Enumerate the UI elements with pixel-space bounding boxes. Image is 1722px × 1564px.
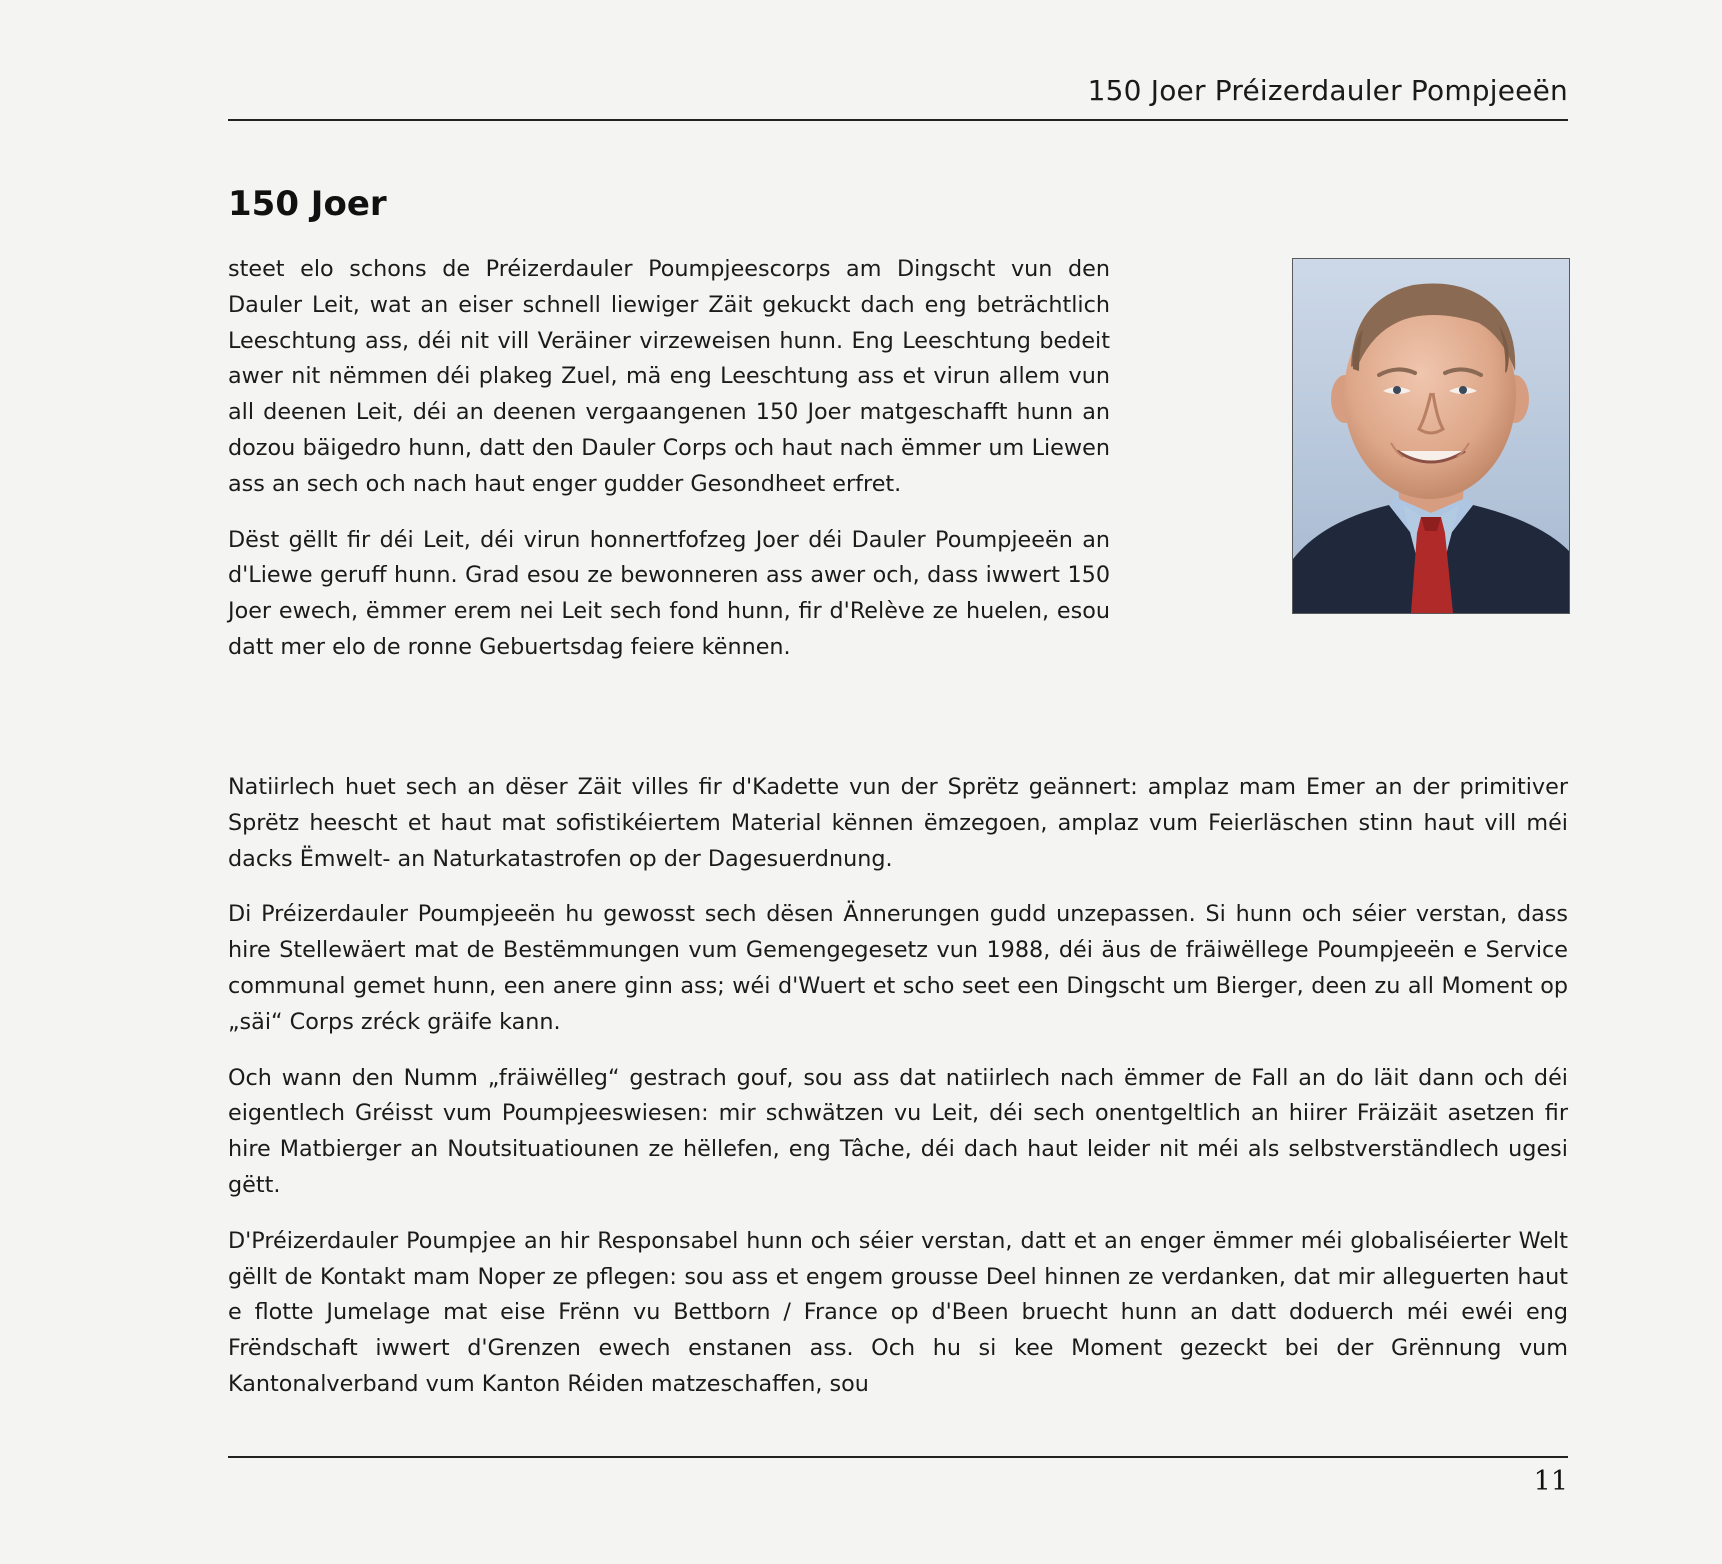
portrait-illustration xyxy=(1293,259,1569,613)
article-heading: 150 Joer xyxy=(228,184,387,224)
paragraph: Di Préizerdauler Poumpjeeën hu gewosst sech dësen Ännerungen gudd unzepassen. Si hunn och séier verstan, dass hire Stellewäert mat de Bestëmmungen vum Gemengegesetz vun 1988, déi äus de fräiwëllege Poumpjeeën e Service communal gemet hunn, een anere ginn ass; wéi d'Wuert et scho seet een Dingscht um Bierger, deen zu all Moment op „säi“ Corps zréck gräife kann. xyxy=(228,901,1568,1035)
running-header-title: 150 Joer Préizerdauler Pompjeeën xyxy=(1087,74,1568,107)
paragraph: Dëst gëllt fir déi Leit, déi virun honnertfofzeg Joer déi Dauler Poumpjeeën an d'Liewe geruff hunn. Grad esou ze bewonneren ass awer och, dass iwwert 150 Joer ewech, ëmmer erem nei Leit sech fond hunn, fir d'Relève ze huelen, esou datt mer elo de ronne Gebuertsdag feiere kënnen. xyxy=(228,526,1110,660)
page-number: 11 xyxy=(1533,1466,1568,1497)
paragraph: D'Préizerdauler Poumpjee an hir Responsabel hunn och séier verstan, datt et an enger ëmmer méi globaliséierter Welt gëllt de Kontakt mam Noper ze pflegen: sou ass et engem grousse Deel hinnen ze verdanken, dat mir alleguerten haut e flotte Jumelage mat eise Frënn vu Bettborn / France op d'Been bruecht hunn an datt doduerch méi ewéi eng Frëndschaft iwwert d'Grenzen ewech enstanen ass. Och hu si kee Moment gezeckt bei der Grënnung vum Kantonalverband vum Kanton Réiden matzeschaffen, sou xyxy=(228,1227,1568,1397)
footer-rule xyxy=(228,1456,1568,1458)
portrait-photo xyxy=(1292,258,1570,614)
header-rule xyxy=(228,119,1568,121)
paragraph: Och wann den Numm „fräiwëlleg“ gestrach gouf, sou ass dat natiirlech nach ëmmer de Fall an do läit dann och déi eigentlech Gréisst vum Poumpjeeswiesen: mir schwätzen vu Leit, déi sech onentgeltlich an hiirer Fräizäit asetzen fir hire Matbierger an Noutsituatiounen ze hëllefen, eng Tâche, déi dach haut leider nit méi als selbstverständlech ugesi gëtt. xyxy=(228,1064,1568,1198)
left-column-text xyxy=(228,252,1110,666)
paragraph: steet elo schons de Préizerdauler Poumpjeescorps am Dingscht vun den Dauler Leit, wat an eiser schnell liewiger Zäit gekuckt dach eng beträchtlich Leeschtung ass, déi nit vill Veräiner virzeweisen hunn. Eng Leeschtung bedeit awer nit nëmmen déi plakeg Zuel, mä eng Leeschtung ass et virun allem vun all deenen Leit, déi an deenen vergaangenen 150 Joer matgeschafft hunn an dozou bäigedro hunn, datt den Dauler Corps och haut nach ëmmer um Liewen ass an sech och nach haut enger gudder Gesondheet erfret. xyxy=(228,256,1110,497)
paragraph: Natiirlech huet sech an dëser Zäit villes fir d'Kadette vun der Sprëtz geännert: amplaz mam Emer an der primitiver Sprëtz heescht et haut mat sofistikéiertem Material kënnen ëmzegoen, amplaz vum Feierläschen stinn haut vill méi dacks Ëmwelt- an Naturkatastrofen op der Dagesuerdnung. xyxy=(228,774,1568,872)
full-width-text xyxy=(228,770,1568,1423)
